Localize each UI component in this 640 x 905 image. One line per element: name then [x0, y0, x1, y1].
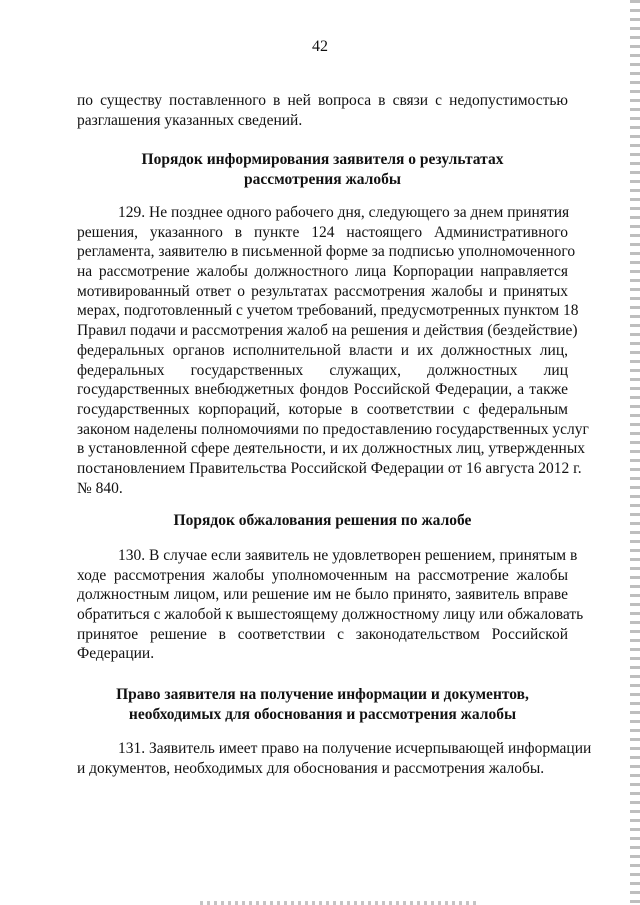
text-line: Правил подачи и рассмотрения жалоб на решения и действия (бездействие)	[77, 322, 578, 340]
page-number: 42	[312, 38, 328, 55]
text-line: разглашения указанных сведений.	[77, 111, 303, 129]
heading-line: Право заявителя на получение информации и документов,	[116, 686, 529, 703]
text-line: и документов, необходимых для обоснования и рассмотрения жалобы.	[77, 759, 545, 777]
text-line: ходе рассмотрения жалобы уполномоченным на рассмотрение жалобы	[77, 566, 568, 584]
section-heading-right-to-information	[77, 685, 568, 724]
heading-line: рассмотрения жалобы	[244, 170, 401, 188]
text-line: 129. Не позднее одного рабочего дня, следующего за днем принятия	[118, 204, 570, 221]
text-line: 131. Заявитель имеет право на получение исчерпывающей информации	[118, 740, 592, 757]
scan-edge-mark	[200, 901, 480, 905]
paragraph-129	[77, 203, 589, 498]
text-line: по существу поставленного в ней вопроса в связи с недопустимостью	[77, 92, 568, 109]
text-line: постановлением Правительства Российской Федерации от 16 августа 2012 г.	[77, 459, 582, 477]
section-heading-informing	[77, 150, 568, 189]
text-line: в установленной сфере деятельности, и их должностных лиц, утвержденных	[77, 440, 585, 458]
text-line: Федерации.	[77, 645, 155, 663]
paragraph-continuation	[77, 91, 568, 130]
text-line: на рассмотрение жалобы должностного лица Корпорации направляется	[77, 263, 568, 281]
text-line: регламента, заявителю в письменной форме за подписью уполномоченного	[77, 243, 576, 261]
text-line: мотивированный ответ о результатах рассмотрения жалобы и принятых	[77, 282, 568, 300]
heading-line: Порядок обжалования решения по жалобе	[173, 512, 472, 529]
text-line: обратиться с жалобой к вышестоящему должностному лицу или обжаловать	[77, 606, 584, 624]
text-line: государственных внебюджетных фондов Российской Федерации, а также	[77, 381, 568, 399]
text-line: мерах, подготовленный с учетом требований, предусмотренных пунктом 18	[77, 302, 579, 320]
text-line: должностным лицом, или решение им не было принято, заявитель вправе	[77, 586, 568, 604]
text-line: № 840.	[77, 479, 123, 497]
paragraph-131	[77, 739, 592, 778]
heading-line: необходимых для обоснования и рассмотрения жалобы	[128, 705, 517, 723]
text-line: принятое решение в соответствии с законодательством Российской	[77, 625, 568, 643]
text-line: федеральных государственных служащих, должностных лиц	[77, 361, 568, 379]
text-line: решения, указанного в пункте 124 настоящего Административного	[77, 223, 568, 241]
section-heading-appeal	[77, 511, 568, 531]
heading-line: Порядок информирования заявителя о результатах	[141, 151, 504, 168]
text-line: федеральных органов исполнительной власти и их должностных лиц,	[77, 341, 568, 359]
scan-edge-mark	[630, 0, 640, 905]
paragraph-130	[77, 546, 584, 664]
text-line: государственных корпораций, которые в соответствии с федеральным	[77, 400, 568, 418]
text-line: 130. В случае если заявитель не удовлетворен решением, принятым в	[118, 547, 578, 564]
text-line: законом наделены полномочиями по предоставлению государственных услуг	[77, 420, 589, 438]
